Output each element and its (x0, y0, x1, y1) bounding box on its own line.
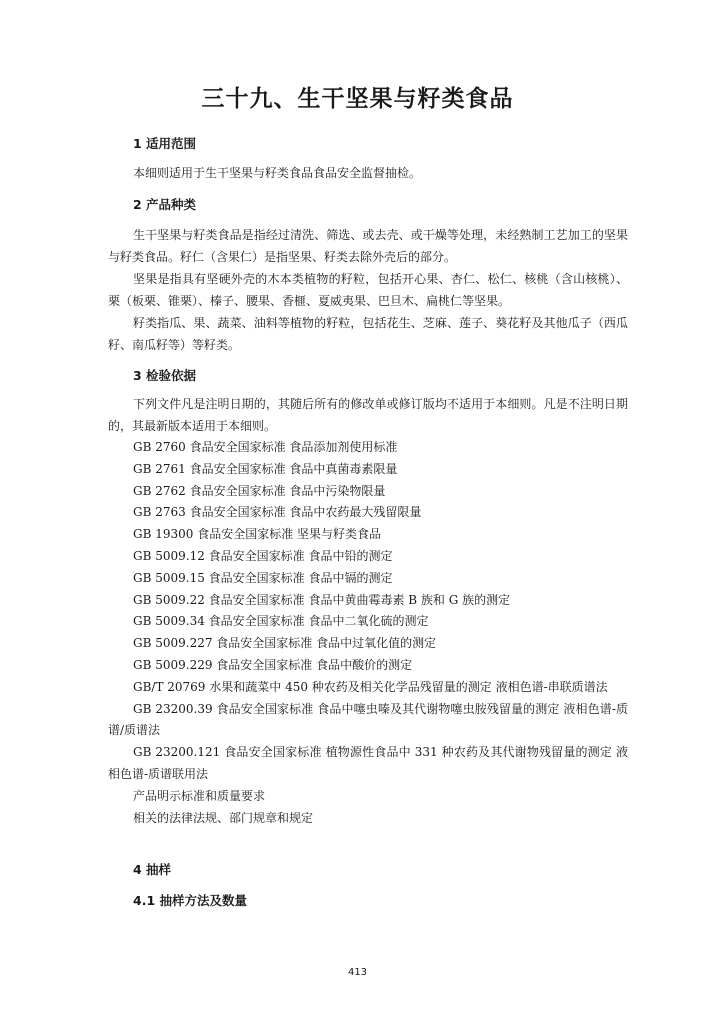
reference-item: GB 5009.34 食品安全国家标准 食品中二氧化硫的测定 (133, 614, 429, 629)
section-1-paragraph: 本细则适用于生干坚果与籽类食品食品安全监督抽检。 (133, 166, 422, 180)
reference-item: 产品明示标准和质量要求 (133, 788, 266, 803)
reference-item: GB 2761 食品安全国家标准 食品中真菌毒素限量 (133, 461, 398, 476)
reference-item: 相关的法律法规、部门规章和规定 (133, 810, 314, 825)
reference-item: GB 2760 食品安全国家标准 食品添加剂使用标准 (133, 440, 398, 454)
page-title: 三十九、生干坚果与籽类食品 (201, 85, 514, 112)
section-2-heading: 2 产品种类 (133, 197, 197, 212)
reference-item: GB 5009.22 食品安全国家标准 食品中黄曲霉毒素 B 族和 G 族的测定 (133, 592, 511, 607)
reference-item: GB 19300 食品安全国家标准 坚果与籽类食品 (133, 527, 382, 542)
section-3-heading: 3 检验依据 (133, 368, 197, 383)
reference-item: GB 5009.227 食品安全国家标准 食品中过氧化值的测定 (133, 636, 437, 651)
reference-item: GB 2763 食品安全国家标准 食品中农药最大残留限量 (133, 505, 422, 520)
section-2-paragraph-1: 生干坚果与籽类食品是指经过清洗、筛选、或去壳、或干燥等处理，未经熟制工艺加工的坚果与籽类食品。籽仁（含果仁）是指坚果、籽类去除外壳后的部分。 (108, 228, 628, 264)
section-4-1-heading: 4.1 抽样方法及数量 (133, 893, 247, 908)
reference-list (108, 437, 628, 829)
page-number: 413 (347, 967, 368, 978)
reference-item: GB 2762 食品安全国家标准 食品中污染物限量 (133, 483, 386, 498)
reference-item: GB/T 20769 水果和蔬菜中 450 种农药及相关化学品残留量的测定 液相色谱-串联质谱法 (133, 679, 608, 694)
reference-item: GB 5009.15 食品安全国家标准 食品中镉的测定 (133, 570, 393, 585)
reference-item: GB 23200.121 食品安全国家标准 植物源性食品中 331 种农药及其代谢物残留量的测定 液相色谱-质谱联用法 (108, 745, 628, 781)
section-1-heading: 1 适用范围 (133, 136, 197, 151)
section-2-paragraph-2: 坚果是指具有坚硬外壳的木本类植物的籽粒，包括开心果、杏仁、松仁、核桃（含山核桃）、栗（板栗、锥栗）、榛子、腰果、香榧、夏威夷果、巴旦木、扁桃仁等坚果。 (108, 272, 628, 308)
reference-item: GB 23200.39 食品安全国家标准 食品中噻虫嗪及其代谢物噻虫胺残留量的测定 液相色谱-质谱/质谱法 (108, 701, 628, 738)
section-3-intro: 下列文件凡是注明日期的，其随后所有的修改单或修订版均不适用于本细则。凡是不注明日期的，其最新版本适用于本细则。 (108, 397, 628, 433)
reference-item: GB 5009.12 食品安全国家标准 食品中铅的测定 (133, 548, 393, 563)
reference-item: GB 5009.229 食品安全国家标准 食品中酸价的测定 (133, 657, 413, 672)
section-2-paragraph-3: 籽类指瓜、果、蔬菜、油料等植物的籽粒，包括花生、芝麻、莲子、葵花籽及其他瓜子（西瓜籽、南瓜籽等）等籽类。 (108, 316, 628, 352)
section-4-heading: 4 抽样 (133, 862, 172, 877)
